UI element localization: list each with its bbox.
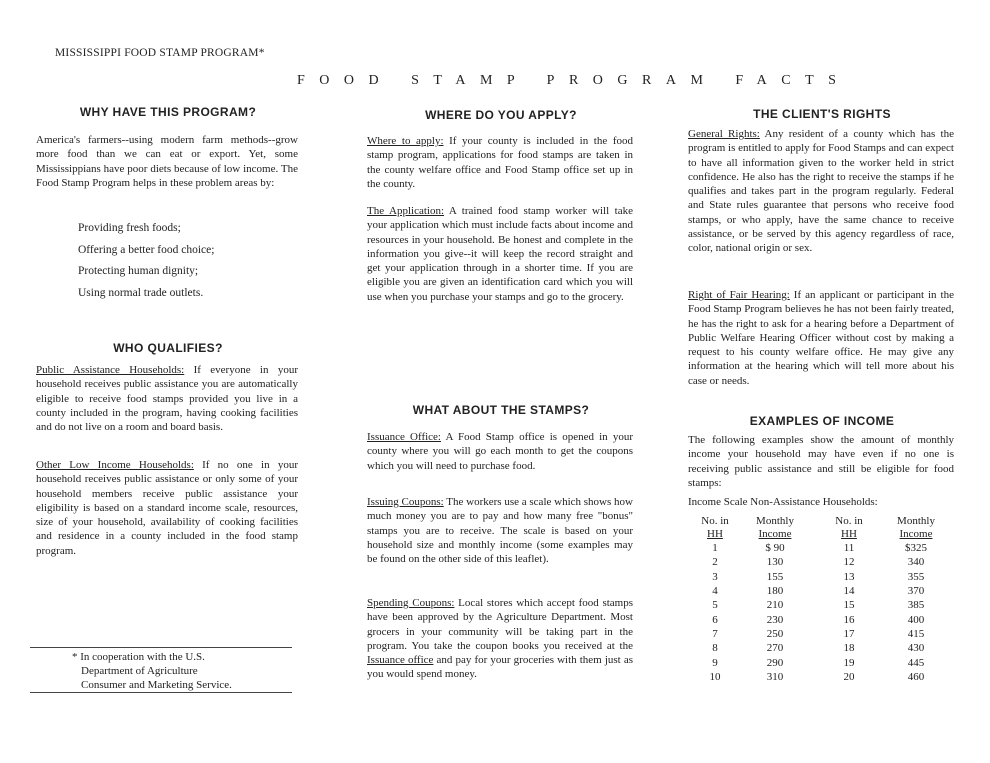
table-cell: 460 [907, 670, 925, 683]
other-income-paragraph [36, 458, 298, 558]
table-header: No. in [835, 515, 863, 527]
table-row [692, 555, 946, 569]
table-row [692, 570, 946, 584]
table-header: Monthly [897, 515, 935, 527]
table-row [692, 641, 946, 655]
table-header: Income [899, 528, 933, 540]
why-paragraph: America's farmers--using modern farm methods--grow more food than we can eat or export. Yet, some Mississippians have poor diets because of low income. The Food Stamp Program helps in these problem areas by: [36, 134, 298, 189]
table-header: Income [758, 528, 792, 540]
general-rights-paragraph [688, 127, 954, 256]
issuing-coupons-label: Issuing Coupons: [367, 496, 444, 508]
table-header: HH [841, 528, 857, 540]
table-cell: 310 [766, 670, 784, 683]
heading-stamps: WHAT ABOUT THE STAMPS? [412, 403, 590, 417]
where-apply-label: Where to apply: [367, 135, 444, 147]
issuing-coupons-text: The workers use a scale which shows how much money you are to pay and how many free "bonus" stamps you are to receive. The scale is based on your household size and monthly income (some examples may be found on the other side of this leaflet). [367, 496, 633, 566]
fair-hearing-label: Right of Fair Hearing: [688, 289, 790, 301]
why-item: Protecting human dignity; [78, 265, 199, 277]
heading-client-rights: THE CLIENT'S RIGHTS [753, 107, 891, 121]
where-apply-paragraph [367, 134, 633, 191]
table-cell: 11 [843, 542, 855, 555]
where-apply-text: If your county is included in the food stamp program, applications for food stamps are taken in the county welfare office and Food Stamp office set up in the county. [367, 135, 633, 190]
spending-coupons-text-1: Local stores which accept food stamps have been approved by the Agriculture Department. Most grocers in your community will be taking part in the program. You take the coupon books you received at the [367, 597, 634, 652]
footnote-line-3: Consumer and Marketing Service. [81, 679, 232, 691]
table-header-row-2 [692, 528, 946, 541]
table-cell: 230 [766, 613, 784, 626]
table-cell: 400 [907, 613, 925, 626]
spending-coupons-paragraph [367, 596, 633, 682]
issuance-office-ref: Issuance office [367, 654, 434, 667]
income-intro-paragraph: The following examples show the amount of monthly income your household may have even if no one is receiving public assistance and still be eligible for food stamps: [688, 434, 954, 489]
table-cell: 445 [907, 656, 925, 669]
footnote-line-1: * In cooperation with the U.S. [72, 651, 205, 663]
issuance-text: A Food Stamp office is opened in your county where you will go each month to get the coupons which you will need to purchase food. [367, 431, 633, 472]
table-cell: 2 [712, 556, 718, 569]
table-cell: 12 [843, 556, 855, 569]
heading-why: WHY HAVE THIS PROGRAM? [79, 105, 257, 119]
application-paragraph [367, 204, 633, 304]
table-cell: 180 [766, 585, 784, 598]
public-assistance-paragraph [36, 363, 298, 434]
heading-who-qualifies: WHO QUALIFIES? [113, 341, 223, 355]
footnote-divider-bottom [30, 692, 292, 693]
table-cell: 415 [907, 627, 925, 640]
table-cell: 155 [766, 570, 784, 583]
spending-coupons-label: Spending Coupons: [367, 597, 455, 609]
table-header: HH [707, 528, 723, 540]
table-cell: $ 90 [765, 542, 785, 555]
table-row [692, 627, 946, 641]
table-row [692, 612, 946, 626]
table-cell: 9 [712, 656, 718, 669]
why-item: Using normal trade outlets. [78, 286, 204, 299]
application-text: A trained food stamp worker will take your application which must include facts about income and resources in your household. Be honest and complete in the information you give--it will keep the record straight and get your application through in a shorter time. If you are eligible you are given an identification card which you will use when you purchase your stamps and go to the grocery. [367, 205, 634, 303]
table-cell: 18 [843, 642, 855, 655]
other-income-label: Other Low Income Households: [36, 459, 194, 471]
fair-hearing-text: If an applicant or participant in the Food Stamp Program believes he has not been fairly treated, he has the right to ask for a hearing before a Department of Public Welfare Hearing Officer without cost by making a request to his county welfare office. He may give any information at the hearing which will tell more about his case or needs. [688, 289, 954, 387]
footnote-line-2: Department of Agriculture [81, 665, 198, 677]
income-table [692, 515, 946, 684]
income-rows [692, 541, 946, 684]
table-cell: 10 [709, 670, 721, 683]
general-rights-label: General Rights: [688, 128, 760, 140]
other-income-text: If no one in your household receives public assistance or only some of your household members receive public assistance your eligibility is based on a standard income scale, resources, size of your household, availability of cooking facilities and residence in a county included in the food stamp program. [36, 459, 298, 557]
table-cell: 20 [843, 670, 855, 683]
table-cell: 16 [843, 613, 855, 626]
table-cell: 14 [843, 585, 855, 598]
table-cell: 15 [843, 599, 855, 612]
page-title: FOOD STAMP PROGRAM FACTS [297, 73, 851, 88]
table-cell: 4 [712, 585, 718, 598]
table-cell: 290 [766, 656, 784, 669]
table-row [692, 584, 946, 598]
issuance-paragraph [367, 430, 633, 473]
heading-examples-income: EXAMPLES OF INCOME [749, 414, 895, 428]
spending-coupons-text-2: and pay for your groceries with them just as you would spend money. [367, 654, 633, 681]
general-rights-text: Any resident of a county which has the program is entitled to apply for Food Stamps and can expect to have all information given to the worker held in strict confidence. He also has the right to receive the stamps if he qualifies and takes part in the program regularly. Federal and State rules guarantee that persons who receive food stamps, or who apply, have the same chance to receive assistance, or be served by this agency regardless of race, color, national origin or sex. [688, 128, 954, 255]
table-header: No. in [701, 515, 729, 527]
table-cell: 340 [907, 556, 925, 569]
program-label: MISSISSIPPI FOOD STAMP PROGRAM* [55, 47, 265, 59]
table-cell: 370 [907, 585, 925, 598]
table-cell: 19 [843, 656, 855, 669]
why-item: Offering a better food choice; [78, 243, 215, 256]
footnote-divider [30, 647, 292, 648]
table-cell: 17 [843, 627, 855, 640]
income-scale-title: Income Scale Non-Assistance Households: [688, 496, 878, 508]
table-cell: 270 [766, 642, 784, 655]
why-item: Providing fresh foods; [78, 222, 181, 234]
table-cell: 6 [712, 613, 718, 626]
application-label: The Application: [367, 205, 445, 217]
table-cell: $325 [905, 542, 927, 555]
fair-hearing-paragraph [688, 288, 954, 388]
table-cell: 7 [712, 627, 718, 640]
table-cell: 8 [712, 642, 718, 655]
table-cell: 3 [712, 570, 718, 583]
issuance-label: Issuance Office: [367, 431, 441, 443]
table-cell: 210 [766, 599, 784, 612]
issuing-coupons-paragraph [367, 495, 633, 566]
public-assistance-label: Public Assistance Households: [36, 364, 185, 376]
table-cell: 1 [712, 542, 718, 555]
table-cell: 430 [907, 642, 925, 655]
table-header-row-1 [692, 515, 946, 528]
table-row [692, 598, 946, 612]
table-cell: 130 [766, 556, 784, 569]
why-list [78, 218, 278, 304]
table-cell: 355 [907, 570, 925, 583]
table-cell: 5 [712, 599, 718, 612]
table-cell: 250 [766, 627, 784, 640]
table-row [692, 541, 946, 555]
table-cell: 385 [907, 599, 925, 612]
table-row [692, 670, 946, 684]
heading-where-apply: WHERE DO YOU APPLY? [425, 108, 577, 122]
public-assistance-text: If everyone in your household receives public assistance you are automatically eligible to receive food stamps provided you live in a county included in the program, having cooking facilities and do not live on a room and board basis. [36, 364, 298, 434]
table-cell: 13 [843, 570, 855, 583]
table-header: Monthly [756, 515, 794, 527]
table-row [692, 655, 946, 669]
